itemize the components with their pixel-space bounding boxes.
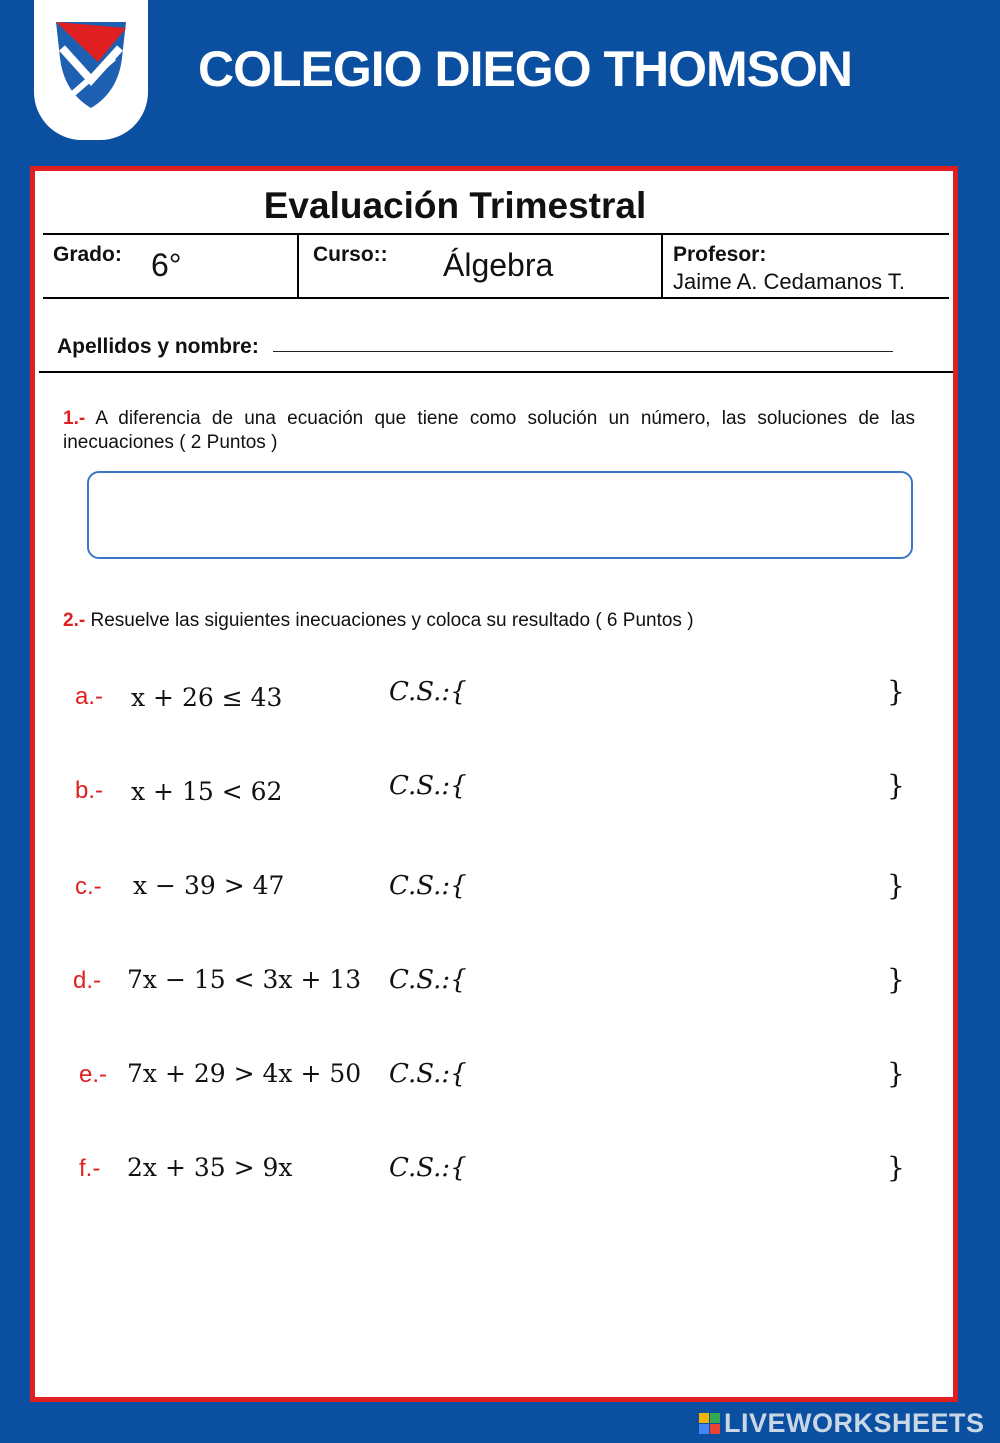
- question-2-number: 2.-: [63, 610, 86, 631]
- question-1-text: A diferencia de una ecuación que tiene como solución un número, las soluciones de las inecuaciones ( 2 Puntos ): [63, 408, 916, 453]
- divider: [661, 233, 663, 297]
- school-shield-icon: [48, 18, 134, 114]
- exam-sheet: [30, 166, 958, 1402]
- item-letter: d.-: [73, 967, 102, 994]
- grade-label: Grado:: [53, 243, 122, 266]
- question-1: [63, 407, 915, 455]
- inequality: x + 15 < 62: [131, 777, 283, 806]
- item-letter: e.-: [79, 1061, 108, 1088]
- solution-set-close: }: [887, 675, 905, 708]
- course-label: Curso::: [313, 243, 388, 266]
- solution-set-label: C.S.:{: [389, 1153, 467, 1183]
- solution-set-label: C.S.:{: [389, 771, 467, 801]
- divider: [43, 297, 949, 299]
- course-value: Álgebra: [443, 247, 554, 283]
- item-letter: c.-: [75, 873, 102, 900]
- solution-set-close: }: [887, 1151, 905, 1184]
- solution-set-label: C.S.:{: [389, 965, 467, 995]
- question-2-text: Resuelve las siguientes inecuaciones y coloca su resultado ( 6 Puntos ): [90, 610, 694, 631]
- solution-set-close: }: [887, 869, 905, 902]
- inequality: 7x + 29 > 4x + 50: [127, 1059, 362, 1088]
- school-name: COLEGIO DIEGO THOMSON: [198, 41, 853, 97]
- liveworksheets-logo-icon: [698, 1412, 720, 1434]
- solution-set-close: }: [887, 1057, 905, 1090]
- solution-set-close: }: [887, 963, 905, 996]
- item-letter: b.-: [75, 777, 104, 804]
- question-1-number: 1.-: [63, 408, 86, 429]
- teacher-label: Profesor:: [673, 243, 767, 266]
- question-2: [63, 609, 915, 633]
- grade-value: 6°: [151, 247, 182, 283]
- solution-set-label: C.S.:{: [389, 871, 467, 901]
- question-1-answer-box[interactable]: [87, 471, 913, 559]
- solution-set-close: }: [887, 769, 905, 802]
- watermark-text: LIVEWORKSHEETS: [724, 1407, 985, 1438]
- watermark: [698, 1407, 985, 1438]
- divider: [39, 371, 953, 373]
- school-logo: [34, 0, 148, 140]
- solution-set-label: C.S.:{: [389, 677, 467, 707]
- name-field[interactable]: [273, 351, 893, 352]
- divider: [297, 233, 299, 297]
- teacher-value: Jaime A. Cedamanos T.: [673, 269, 905, 294]
- divider: [43, 233, 949, 235]
- inequality: x − 39 > 47: [133, 871, 285, 900]
- solution-set-label: C.S.:{: [389, 1059, 467, 1089]
- inequality: 2x + 35 > 9x: [127, 1153, 293, 1182]
- item-letter: a.-: [75, 683, 104, 710]
- inequality: x + 26 ≤ 43: [131, 683, 283, 712]
- name-label: Apellidos y nombre:: [57, 335, 259, 358]
- exam-title: Evaluación Trimestral: [263, 185, 647, 226]
- item-letter: f.-: [79, 1155, 101, 1182]
- inequality: 7x − 15 < 3x + 13: [127, 965, 362, 994]
